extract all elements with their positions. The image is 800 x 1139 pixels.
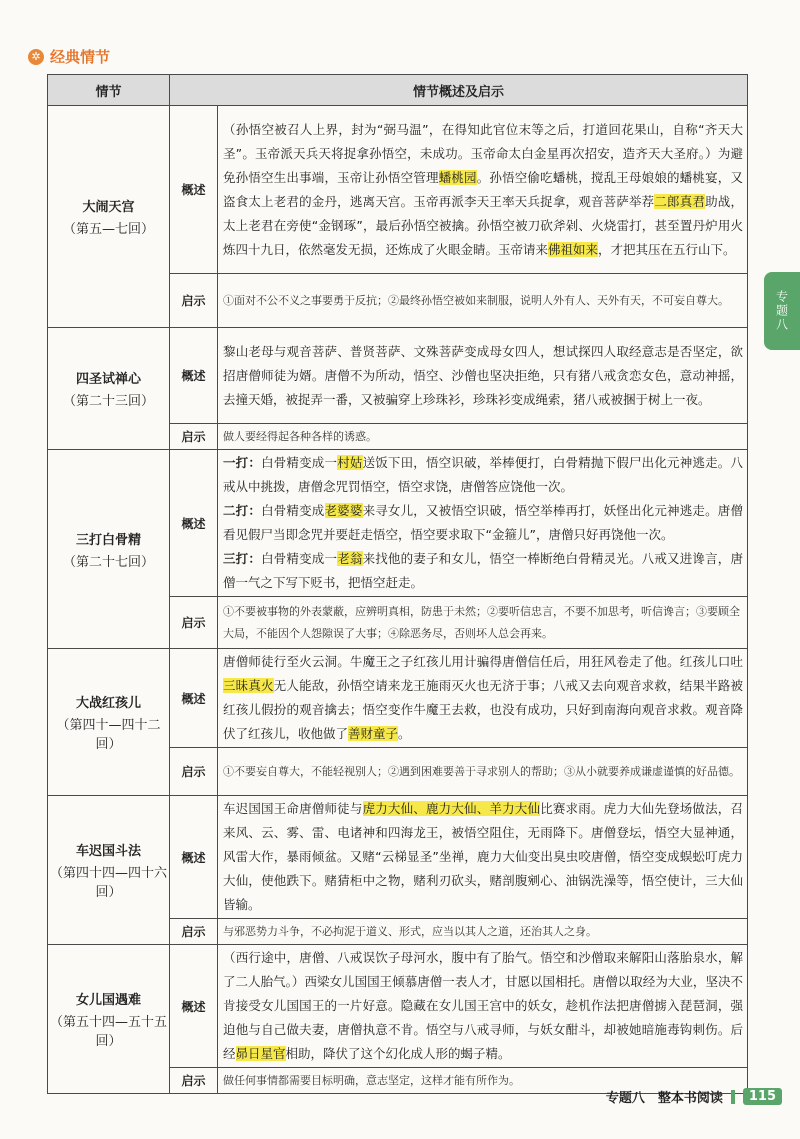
side-tab[interactable]: 专题八 (764, 272, 800, 350)
highlight: 善财童子 (348, 726, 399, 741)
strike-one: 一打：白骨精变成一村姑送饭下田，悟空识破，举棒便打，白骨精抛下假尸出化元神逃走。八戒从中挑拨，唐僧念咒罚悟空，悟空求饶，唐僧答应饶他一次。 (223, 455, 743, 494)
highlight: 蟠桃园 (438, 169, 477, 185)
insight-label: 启示 (170, 597, 218, 649)
summary-label: 概述 (170, 945, 218, 1068)
highlight: 老翁 (337, 551, 363, 566)
highlight: 三昧真火 (223, 678, 274, 693)
page-number: 115 (743, 1088, 782, 1105)
plot-range: （第四十—四十二回） (56, 718, 161, 752)
plot-cell (48, 796, 170, 945)
table-row (48, 106, 748, 274)
plot-cell (48, 649, 170, 796)
summary-text (218, 450, 748, 597)
insight-text: 做人要经得起各种各样的诱惑。 (218, 424, 748, 450)
plot-cell (48, 945, 170, 1094)
section-header (28, 46, 110, 67)
highlight: 二郎真君 (654, 193, 706, 209)
plot-cell (48, 450, 170, 649)
insight-text: 与邪恶势力斗争，不必拘泥于道义、形式，应当以其人之道，还治其人之身。 (218, 919, 748, 945)
plot-name: 三打白骨精 (75, 532, 141, 548)
insight-text: 做任何事情都需要目标明确，意志坚定，这样才能有所作为。 (218, 1068, 748, 1094)
table-row (48, 328, 748, 424)
plot-name: 女儿国遇难 (75, 993, 141, 1008)
strike-three: 三打：白骨精变成一老翁来找他的妻子和女儿，悟空一棒断绝白骨精灵光。八戒又进谗言，唐僧一气之下写下贬书，把悟空赶走。 (223, 551, 743, 590)
summary-label: 概述 (170, 796, 218, 919)
insight-label: 启示 (170, 274, 218, 328)
summary-label: 概述 (170, 328, 218, 424)
summary-label: 概述 (170, 649, 218, 748)
plot-cell (48, 106, 170, 328)
highlight: 佛祖如来 (548, 241, 599, 257)
footer-text: 专题八 整本书阅读 (605, 1091, 723, 1106)
table-row (48, 945, 748, 1068)
section-title: 经典情节 (50, 48, 111, 66)
insight-text: ①不要妄自尊大，不能轻视别人；②遇到困难要善于寻求别人的帮助；③从小就要养成谦虚谨慎的好品德。 (218, 748, 748, 796)
insight-text: ①不要被事物的外表蒙蔽，应辨明真相，防患于未然；②要听信忠言，不要不加思考，听信谗言；③要顾全大局，不能因个人怨隙误了大事；④除恶务尽，否则坏人总会再来。 (218, 597, 748, 649)
summary-text: 唐僧师徒行至火云洞。牛魔王之子红孩儿用计骗得唐僧信任后，用狂风卷走了他。红孩儿口吐三昧真火无人能敌，孙悟空请来龙王施雨灭火也无济于事；八戒又去向观音求救，结果半路被红孩儿假扮的观音擒去；悟空变作牛魔王去救，也没有成功，只好到南海向观音求救。观音降伏了红孩儿，收他做了善财童子。 (218, 649, 748, 748)
table-row (48, 796, 748, 919)
plot-range: （第二十三回） (62, 394, 154, 409)
plot-range: （第四十四—四十六回） (49, 866, 167, 900)
summary-label: 概述 (170, 450, 218, 597)
plot-name: 四圣试禅心 (75, 372, 141, 387)
plot-table (47, 74, 748, 1094)
summary-label: 概述 (170, 106, 218, 274)
footer (606, 1087, 782, 1106)
summary-text: 黎山老母与观音菩萨、普贤菩萨、文殊菩萨变成母女四人，想试探四人取经意志是否坚定，欲招唐僧师徒为婿。唐僧不为所动，悟空、沙僧也坚决拒绝，只有猪八戒贪恋女色，意动神摇，去撞天婚，被捉弄一番，又被骗穿上珍珠衫，珍珠衫变成绳索，猪八戒被捆于树上一夜。 (218, 328, 748, 424)
highlight: 虎力大仙、鹿力大仙、羊力大仙 (362, 801, 541, 816)
summary-text: 车迟国国王命唐僧师徒与虎力大仙、鹿力大仙、羊力大仙比赛求雨。虎力大仙先登场做法，召来风、云、雾、雷、电诸神和四海龙王，被悟空阻住，无雨降下。唐僧登坛，悟空大显神通，风雷大作，暴雨倾盆。又赌“云梯显圣”坐禅，鹿力大仙变出臭虫咬唐僧，悟空变成蜈蚣叮虎力大仙，使他跌下。赌猜柜中之物，赌利刃砍头，赌剖腹剜心、油锅洗澡等，悟空使计，三大仙皆输。 (218, 796, 748, 919)
plot-cell (48, 328, 170, 450)
table-row (48, 649, 748, 748)
plot-name: 大闹天宫 (82, 200, 135, 215)
plot-name: 大战红孩儿 (75, 696, 141, 711)
gear-icon: ✲ (28, 49, 44, 65)
insight-text: ①面对不公不义之事要勇于反抗；②最终孙悟空被如来制服，说明人外有人、天外有天，不可妄自尊大。 (218, 274, 748, 328)
plot-range: （第五—七回） (62, 222, 154, 237)
table-row (48, 450, 748, 597)
plot-range: （第二十七回） (62, 554, 154, 570)
highlight: 昴日星官 (235, 1046, 286, 1061)
insight-label: 启示 (170, 424, 218, 450)
insight-label: 启示 (170, 919, 218, 945)
plot-name: 车迟国斗法 (75, 844, 141, 859)
summary-text: （西行途中，唐僧、八戒误饮子母河水，腹中有了胎气。悟空和沙僧取来解阳山落胎泉水，解了二人胎气。）西梁女儿国国王倾慕唐僧一表人才，甘愿以国相托。唐僧以取经为大业，坚决不肯接受女儿国国王的一片好意。隐藏在女儿国王宫中的妖女，趁机作法把唐僧掳入琵琶洞，强迫他与自己做夫妻，唐僧执意不肯。悟空与八戒寻师，与妖女酣斗，却被她暗施毒钩刺伤。后经昴日星官相助，降伏了这个幻化成人形的蝎子精。 (218, 945, 748, 1068)
plot-range: （第五十四—五十五回） (49, 1015, 167, 1049)
highlight: 老婆婆 (324, 503, 363, 518)
footer-bar (731, 1090, 735, 1104)
insight-label: 启示 (170, 1068, 218, 1094)
summary-text: （孙悟空被召人上界，封为“弼马温”，在得知此官位末等之后，打道回花果山，自称“齐天大圣”。玉帝派天兵天将捉拿孙悟空，未成功。玉帝命太白金星再次招安，造齐天大圣府。）为避免孙悟空生出事端，玉帝让孙悟空管理蟠桃园。孙悟空偷吃蟠桃，搅乱王母娘娘的蟠桃宴，又盗食太上老君的金丹，逃离天宫。玉帝再派李天王率天兵捉拿，观音菩萨举荐二郎真君助战，太上老君在旁使“金钢琢”，最后孙悟空被擒。孙悟空被刀砍斧剁、火烧雷打，甚至置丹炉用火炼四十九日，依然毫发无损，还炼成了火眼金睛。玉帝请来佛祖如来，才把其压在五行山下。 (218, 106, 748, 274)
highlight: 村姑 (337, 455, 363, 470)
strike-two: 二打：白骨精变成老婆婆来寻女儿，又被悟空识破，悟空举棒再打，妖怪出化元神逃走。唐僧看见假尸当即念咒并要赶走悟空，悟空要求取下“金箍儿”，唐僧只好再饶他一次。 (223, 503, 743, 542)
insight-label: 启示 (170, 748, 218, 796)
header-plot: 情节 (48, 75, 170, 106)
header-summary: 情节概述及启示 (170, 75, 748, 106)
